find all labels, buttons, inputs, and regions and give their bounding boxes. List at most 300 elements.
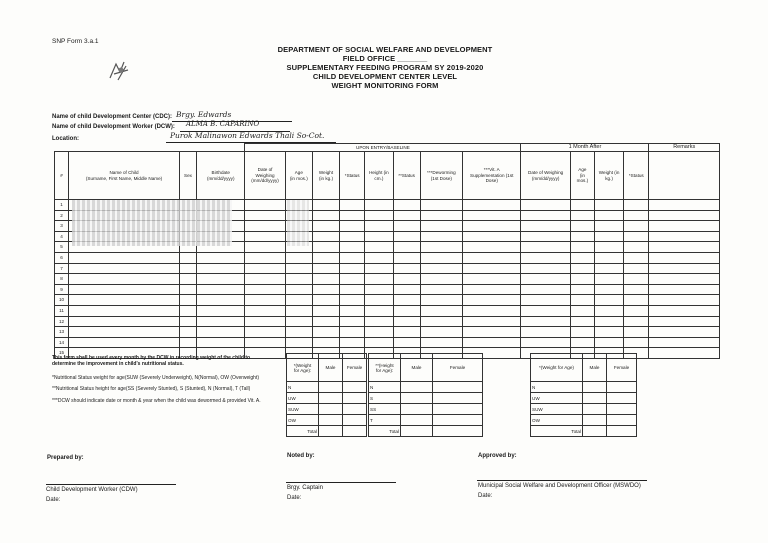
table-cell [245,327,285,338]
col-name-of-child: Name of Child (Surname, First Name, Middle Name) [69,152,180,200]
summary-weight-table-2 [530,353,637,437]
table-cell [393,231,420,242]
table-cell [463,295,521,306]
row-number: 12 [55,316,69,327]
mswdo-title: Municipal Social Welfare and Development Officer (MSWDO) [478,483,641,489]
summary-row-label: T [369,415,401,426]
table-cell [624,274,649,285]
table-cell [649,221,720,232]
table-cell [179,305,196,316]
group-one-month-after: 1 Month After [521,144,649,152]
note-2: *Nutritional Status weight for age(SUW (Severely Underweight), N(Normal), OW (Overweight) [52,375,260,381]
row-number: 11 [55,305,69,316]
col-vitamin-a: ***Vit. A Supplementation (1st Dose) [463,152,521,200]
table-cell [179,295,196,306]
table-cell [393,337,420,348]
col-status: *Status [340,152,365,200]
summary-row-label: SS [369,404,401,415]
table-cell [521,295,570,306]
row-number: 4 [55,231,69,242]
table-cell [521,274,570,285]
table-cell [570,274,594,285]
table-cell [521,284,570,295]
table-cell [570,242,594,253]
table-cell [649,284,720,295]
col-deworming: ***Deworming (1st Dose) [420,152,462,200]
summary-row-label: SUW [531,404,583,415]
table-cell [393,295,420,306]
row-number: 5 [55,242,69,253]
table-cell [340,337,365,348]
table-cell [393,221,420,232]
table-cell [69,337,180,348]
table-cell [69,305,180,316]
table-cell [245,284,285,295]
table-cell [179,274,196,285]
table-cell [245,210,285,221]
table-cell [340,284,365,295]
table-cell [340,263,365,274]
col-age: Age (in mos.) [285,152,312,200]
table-cell [365,337,393,348]
table-cell [649,305,720,316]
remarks-header: Remarks [649,144,720,152]
table-cell [245,221,285,232]
table-cell [365,295,393,306]
summary-male: Male [319,354,343,382]
table-cell [393,274,420,285]
col-weight-2: Weight (in kg.) [594,152,623,200]
prepared-by: Prepared by: [47,455,84,461]
table-cell [312,231,339,242]
table-cell [649,200,720,211]
row-number: 13 [55,327,69,338]
location-value: Purok Malinawon Edwards Thali So-Cot. [170,131,325,140]
table-row [55,252,720,263]
table-cell [69,284,180,295]
table-cell [197,316,245,327]
table-cell [420,274,462,285]
table-cell [649,348,720,359]
table-cell [340,210,365,221]
table-cell [340,242,365,253]
table-cell [649,210,720,221]
summary-row-label: N [531,382,583,393]
table-cell [624,316,649,327]
row-number: 1 [55,200,69,211]
table-cell [420,316,462,327]
table-cell [624,327,649,338]
header-line-2: FIELD OFFICE _______ [342,54,428,63]
note-4: ***DCW should indicate date or month & year when the child was dewormed & provided Vit. A. [52,398,261,404]
header-line-5: WEIGHT MONITORING FORM [331,81,439,90]
table-cell [521,337,570,348]
table-cell [197,305,245,316]
table-cell [463,263,521,274]
table-cell [69,252,180,263]
table-cell [245,263,285,274]
table-cell [463,327,521,338]
table-cell [649,295,720,306]
table-cell [69,295,180,306]
table-cell [649,327,720,338]
table-cell [285,295,312,306]
summary-total: Total [531,426,583,437]
table-cell [285,337,312,348]
captain-date: Date: [287,495,302,501]
table-cell [521,242,570,253]
note-3: **Nutritional Status height for age(SS (Severely Stunted), S (Stunted), N (Normal), T (Tall) [52,386,251,392]
table-cell [420,295,462,306]
form-code: SNP Form 3.a.1 [52,38,99,45]
header-line-4: CHILD DEVELOPMENT CENTER LEVEL [312,72,458,81]
table-cell [393,210,420,221]
table-cell [594,327,623,338]
table-cell [420,221,462,232]
table-cell [594,200,623,211]
table-cell [420,200,462,211]
table-cell [624,231,649,242]
table-cell [594,210,623,221]
table-cell [570,200,594,211]
summary-weight-for-age-2: *(Weight for Age) [531,354,583,382]
table-cell [312,252,339,263]
table-cell [197,327,245,338]
table-cell [340,200,365,211]
table-cell [312,210,339,221]
table-cell [197,295,245,306]
table-cell [420,242,462,253]
table-cell [340,327,365,338]
form-header [270,45,500,90]
table-cell [312,242,339,253]
table-cell [365,284,393,295]
table-cell [285,284,312,295]
row-number: 14 [55,337,69,348]
summary-row-label: UW [531,393,583,404]
table-cell [312,274,339,285]
table-cell [340,221,365,232]
table-cell [570,252,594,263]
table-cell [365,305,393,316]
table-cell [594,316,623,327]
table-cell [594,284,623,295]
table-cell [624,263,649,274]
table-row [55,295,720,306]
table-cell [340,316,365,327]
col-status-3: *Status [624,152,649,200]
table-cell [197,274,245,285]
table-cell [393,200,420,211]
table-cell [570,337,594,348]
redacted-ages [287,200,309,246]
table-cell [393,252,420,263]
captain-title: Brgy. Captain [287,485,323,491]
table-cell [594,263,623,274]
table-cell [285,252,312,263]
summary-row-label: OW [287,415,319,426]
approved-by: Approved by: [478,453,517,459]
table-cell [463,242,521,253]
table-cell [245,305,285,316]
col-age-2: Age (in mos.) [570,152,594,200]
cdc-label: Name of child Development Center (CDC): [52,114,173,120]
table-cell [521,221,570,232]
table-row [55,305,720,316]
table-cell [649,316,720,327]
table-cell [420,284,462,295]
table-cell [340,231,365,242]
table-cell [521,327,570,338]
table-cell [365,242,393,253]
table-cell [420,305,462,316]
table-cell [340,274,365,285]
table-cell [624,337,649,348]
dcw-label: Name of child Development Worker (DCW): [52,124,175,130]
table-cell [624,284,649,295]
table-cell [570,295,594,306]
row-number: 15 [55,348,69,359]
table-cell [649,242,720,253]
table-cell [649,274,720,285]
table-cell [463,210,521,221]
table-cell [197,252,245,263]
col-birthdate: Birthdate (mm/dd/yyyy) [197,152,245,200]
table-cell [179,252,196,263]
col-status-2: **Status [393,152,420,200]
summary-row-label: N [369,382,401,393]
table-cell [312,337,339,348]
summary-weight-table [286,353,367,437]
table-cell [365,327,393,338]
table-cell [594,242,623,253]
table-cell [69,316,180,327]
table-cell [420,327,462,338]
table-cell [285,263,312,274]
table-cell [463,305,521,316]
table-cell [420,231,462,242]
table-row [55,337,720,348]
table-cell [245,200,285,211]
table-cell [179,284,196,295]
summary-female: Female [433,354,483,382]
summary-height-for-age: **(Height for Age): [369,354,401,382]
table-cell [179,316,196,327]
table-cell [463,231,521,242]
table-cell [245,231,285,242]
table-cell [365,200,393,211]
table-cell [463,337,521,348]
summary-total: Total [369,426,401,437]
table-cell [594,252,623,263]
table-cell [463,252,521,263]
scribble-mark-icon [106,58,134,82]
table-cell [570,284,594,295]
table-cell [312,221,339,232]
table-cell [649,263,720,274]
table-cell [312,295,339,306]
location-label: Location: [52,136,79,142]
table-cell [521,231,570,242]
table-cell [365,263,393,274]
header-line-1: DEPARTMENT OF SOCIAL WELFARE AND DEVELOPMENT [277,45,493,54]
table-cell [463,274,521,285]
table-cell [365,210,393,221]
cdw-title: Child Development Worker (CDW) [46,487,138,493]
table-cell [69,263,180,274]
summary-female: Female [607,354,637,382]
summary-height-table [368,353,483,437]
table-cell [393,316,420,327]
table-cell [245,274,285,285]
table-cell [245,337,285,348]
summary-male: Male [583,354,607,382]
table-cell [179,263,196,274]
table-cell [312,284,339,295]
table-cell [285,327,312,338]
table-cell [570,231,594,242]
table-cell [393,327,420,338]
summary-row-label: N [287,382,319,393]
table-cell [393,242,420,253]
table-cell [521,263,570,274]
table-cell [340,305,365,316]
table-row [55,263,720,274]
table-row [55,327,720,338]
note-1: This form shall be used every month by the DCW in recording weight of the child to determine the improvement in child's nutritional status. [52,355,251,367]
table-cell [365,252,393,263]
table-cell [365,274,393,285]
dcw-value: ALMA B. CAPARINO [186,120,260,128]
table-cell [624,252,649,263]
table-cell [463,200,521,211]
table-cell [624,242,649,253]
table-cell [179,327,196,338]
table-row [55,284,720,295]
table-cell [245,252,285,263]
table-cell [312,263,339,274]
table-cell [594,274,623,285]
table-cell [393,305,420,316]
table-cell [312,316,339,327]
table-cell [463,316,521,327]
row-number: 6 [55,252,69,263]
header-line-3: SUPPLEMENTARY FEEDING PROGRAM SY 2019-2020 [286,63,484,72]
table-cell [420,337,462,348]
table-cell [393,284,420,295]
table-cell [570,327,594,338]
table-cell [624,295,649,306]
summary-row-label: S [369,393,401,404]
table-cell [521,252,570,263]
table-cell [570,316,594,327]
table-cell [594,231,623,242]
row-number: 9 [55,284,69,295]
table-cell [649,231,720,242]
table-cell [649,337,720,348]
weight-monitoring-table [54,143,720,359]
col-number: # [55,152,69,200]
row-number: 8 [55,274,69,285]
table-cell [624,210,649,221]
summary-male: Male [401,354,433,382]
table-cell [285,305,312,316]
cdc-value: Brgy. Edwards [176,110,232,119]
summary-row-label: UW [287,393,319,404]
table-cell [285,316,312,327]
table-cell [570,221,594,232]
row-number: 7 [55,263,69,274]
table-cell [69,327,180,338]
table-cell [197,337,245,348]
table-cell [340,252,365,263]
summary-row-label: OW [531,415,583,426]
table-cell [570,305,594,316]
table-cell [245,242,285,253]
table-cell [624,305,649,316]
table-cell [570,263,594,274]
noted-by: Noted by: [287,453,315,459]
table-cell [365,221,393,232]
table-cell [521,305,570,316]
col-weight: Weight (in kg.) [312,152,339,200]
table-cell [521,316,570,327]
table-cell [463,284,521,295]
table-cell [179,337,196,348]
row-number: 10 [55,295,69,306]
table-cell [69,274,180,285]
table-cell [285,274,312,285]
table-cell [365,231,393,242]
table-cell [594,221,623,232]
table-cell [420,210,462,221]
table-cell [312,200,339,211]
table-cell [393,263,420,274]
table-cell [594,337,623,348]
col-date-of-weighing: Date of Weighing (mm/dd/yyyy) [245,152,285,200]
summary-row-label: SUW [287,404,319,415]
table-cell [420,252,462,263]
mswdo-date: Date: [478,493,493,499]
table-cell [521,200,570,211]
col-date-of-weighing-2: Date of Weighing (mm/dd/yyyy) [521,152,570,200]
table-cell [312,305,339,316]
table-cell [624,200,649,211]
table-cell [594,295,623,306]
group-upon-entry: UPON ENTRY/BASELINE [245,144,521,152]
table-cell [463,221,521,232]
row-number: 2 [55,210,69,221]
table-cell [197,263,245,274]
table-cell [365,316,393,327]
table-cell [570,210,594,221]
cdw-date: Date: [46,497,61,503]
table-cell [420,263,462,274]
table-cell [245,295,285,306]
summary-total: Total [287,426,319,437]
table-cell [340,295,365,306]
table-cell [521,210,570,221]
col-height: Height (in cm.) [365,152,393,200]
summary-weight-for-age: *(Weight for Age): [287,354,319,382]
table-cell [312,327,339,338]
col-remarks [649,152,720,200]
table-cell [649,252,720,263]
redacted-names [72,200,232,246]
col-sex: Sex [179,152,196,200]
table-cell [245,316,285,327]
table-cell [197,284,245,295]
